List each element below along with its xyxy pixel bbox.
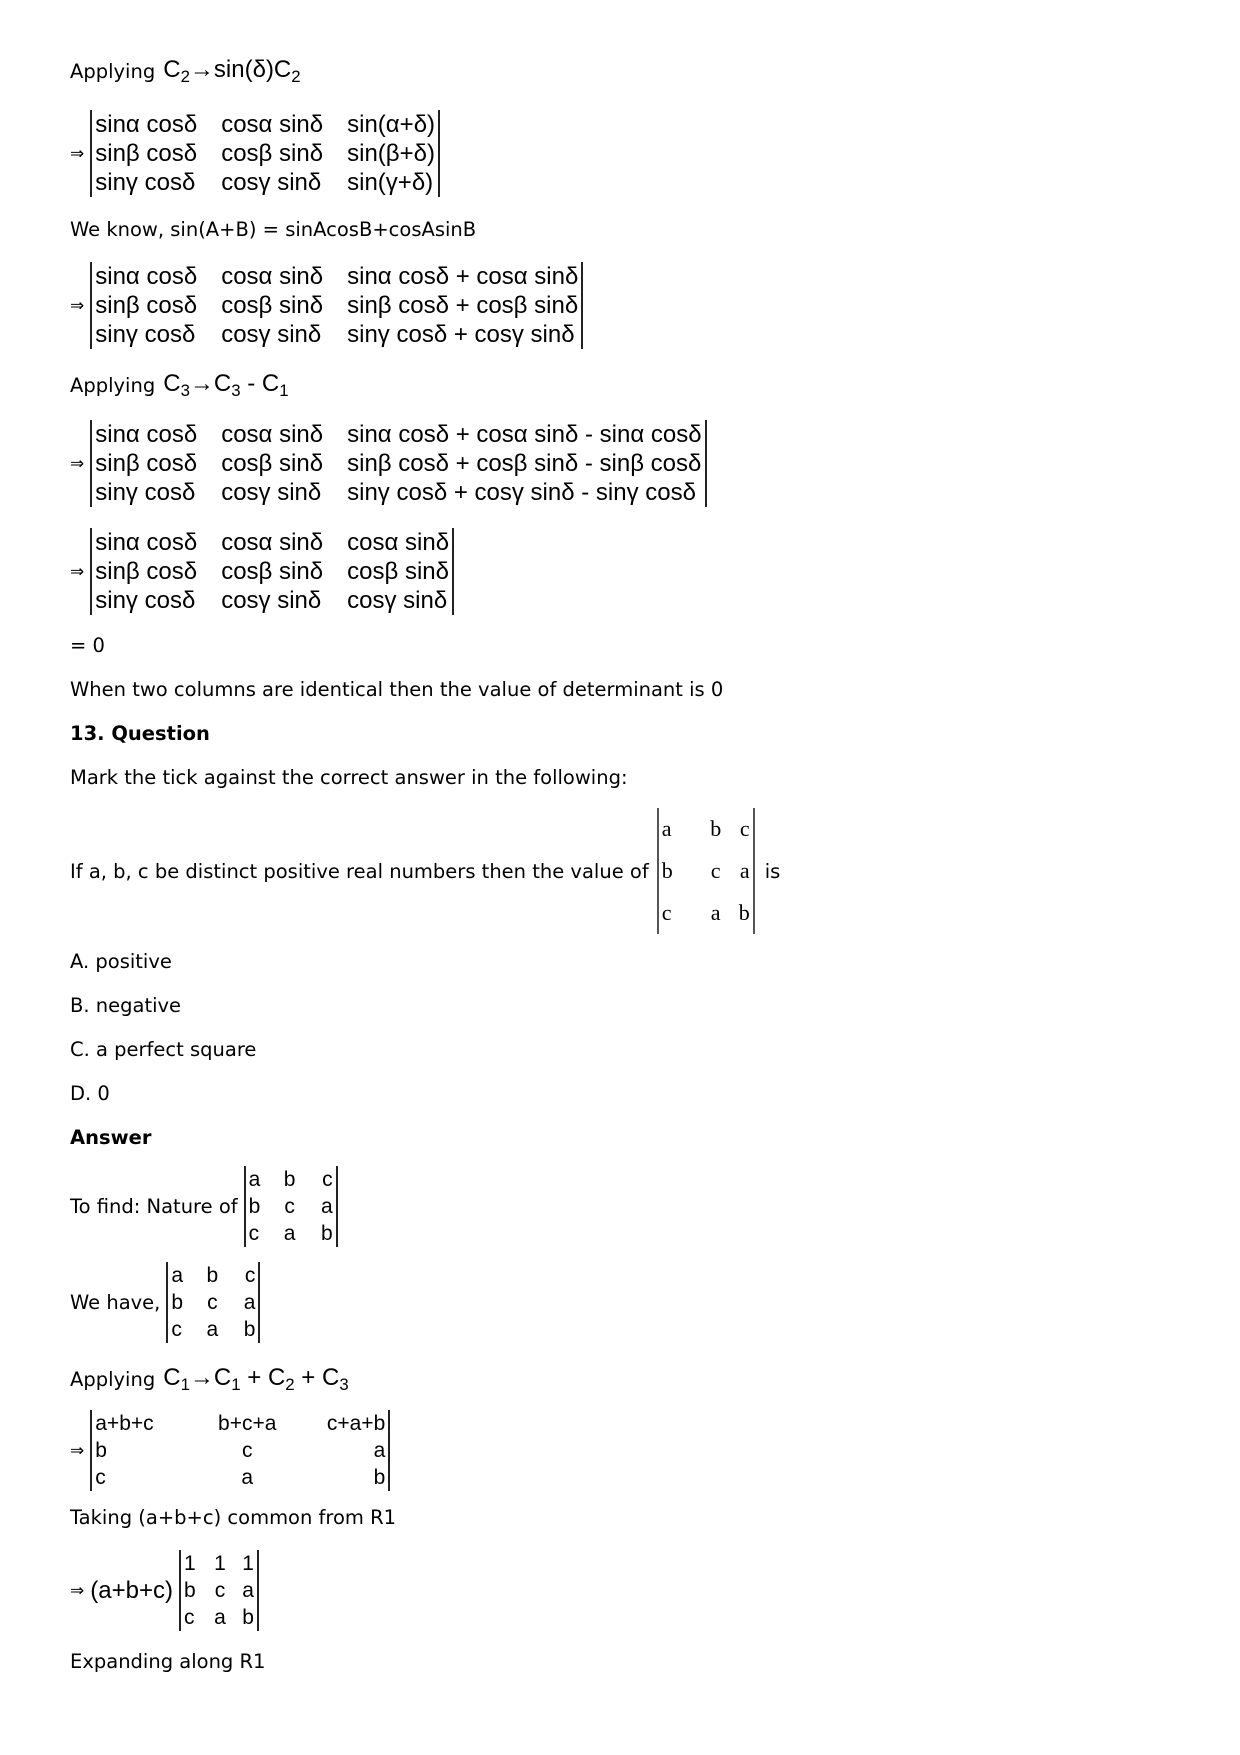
- matrix-cell: b: [206, 1264, 219, 1287]
- matrix-cell: sin(α+δ): [347, 111, 436, 138]
- factored-determinant: [179, 1550, 259, 1631]
- applying-c3-line: [70, 370, 289, 401]
- matrix-cell: sinβ cosδ: [95, 558, 198, 585]
- matrix-cell: a: [710, 900, 721, 925]
- matrix-cell: c: [739, 816, 750, 841]
- matrix-cell: c: [284, 1195, 295, 1218]
- matrix-cell: sinβ cosδ: [95, 292, 198, 319]
- common-factor: (a+b+c): [90, 1576, 173, 1604]
- matrix-cell: b: [171, 1291, 184, 1314]
- matrix-cell: sinγ cosδ + cosγ sinδ: [347, 321, 575, 348]
- matrix-cell: c: [214, 1579, 226, 1602]
- stem-text: If a, b, c be distinct positive real numbers then the value of: [70, 859, 649, 883]
- applying-c2-line: [70, 56, 301, 87]
- question-heading: 13. Question: [70, 722, 210, 745]
- matrix-cell: a: [661, 816, 672, 841]
- matrix-cell: c: [171, 1318, 182, 1341]
- we-have-text: We have,: [70, 1291, 161, 1314]
- equals-zero-text: = 0: [70, 634, 105, 657]
- matrix-cell: cosγ sinδ: [221, 321, 322, 348]
- matrix-cell: c: [248, 1222, 260, 1245]
- matrix-cell: cosγ sinδ: [221, 479, 322, 506]
- implies-arrow: ⇒: [70, 453, 85, 474]
- matrix-cell: cosγ sinδ: [347, 587, 448, 614]
- matrix-cell: c: [95, 1466, 106, 1489]
- column-operation: $C_2\to\sin(\delta)C_2$: [163, 56, 301, 87]
- matrix-cell: b: [242, 1606, 254, 1629]
- matrix-cell: b: [248, 1195, 261, 1218]
- applying-label: Applying: [70, 60, 156, 84]
- matrix-cell: cosα sinδ: [221, 421, 324, 448]
- implies-arrow: ⇒: [70, 1580, 85, 1601]
- matrix-cell: sinα cosδ: [95, 529, 198, 556]
- option-a[interactable]: A. positive: [70, 950, 172, 973]
- matrix-cell: c: [710, 858, 721, 883]
- matrix-cell: cosα sinδ: [347, 529, 450, 556]
- stem-suffix: is: [764, 859, 781, 883]
- to-find-determinant: [244, 1166, 338, 1247]
- implies-arrow: ⇒: [70, 561, 85, 582]
- implies-arrow: ⇒: [70, 143, 85, 164]
- matrix-cell: a: [283, 1222, 296, 1245]
- matrix-cell: a: [206, 1318, 219, 1341]
- determinant-1-row: [70, 110, 440, 197]
- matrix-cell: sinγ cosδ: [95, 479, 196, 506]
- we-have-determinant: [166, 1262, 260, 1343]
- to-find-text: To find: Nature of: [70, 1195, 238, 1218]
- matrix-cell: sinβ cosδ: [95, 450, 198, 477]
- matrix-cell: cosβ sinδ: [221, 450, 324, 477]
- applying-c1-line: [70, 1364, 349, 1395]
- column-operation: $C_3\to C_3 - C_1$: [163, 370, 289, 401]
- matrix-cell: 1: [214, 1552, 226, 1575]
- matrix-cell: c: [244, 1264, 256, 1287]
- to-find-line: [70, 1166, 338, 1247]
- matrix-cell: sinβ cosδ + cosβ sinδ - sinβ cosδ: [347, 450, 702, 477]
- determinant-3-row: [70, 420, 707, 507]
- matrix-cell: a: [243, 1291, 256, 1314]
- option-d[interactable]: D. 0: [70, 1082, 110, 1105]
- matrix-cell: sinα cosδ + cosα sinδ: [347, 263, 579, 290]
- sum-determinant-row: [70, 1410, 390, 1491]
- question-instruction: Mark the tick against the correct answer in the following:: [70, 766, 628, 789]
- matrix-cell: b: [95, 1439, 107, 1462]
- matrix-cell: sin(γ+δ): [347, 169, 434, 196]
- matrix-cell: a: [248, 1168, 261, 1191]
- identical-columns-text: When two columns are identical then the value of determinant is 0: [70, 678, 724, 701]
- matrix-cell: cosγ sinδ: [221, 587, 322, 614]
- matrix-cell: cosβ sinδ: [221, 292, 324, 319]
- matrix-cell: sinγ cosδ: [95, 587, 196, 614]
- matrix-cell: a: [320, 1195, 333, 1218]
- question-stem: [70, 808, 780, 934]
- matrix-cell: sinγ cosδ + cosγ sinδ - sinγ cosδ: [347, 479, 696, 506]
- matrix-cell: b: [243, 1318, 256, 1341]
- matrix-cell: b+c+a: [218, 1412, 277, 1435]
- matrix-cell: 1: [242, 1552, 254, 1575]
- matrix-cell: b: [373, 1466, 386, 1489]
- determinant-2-row: [70, 262, 583, 349]
- matrix-cell: a: [242, 1579, 254, 1602]
- matrix-cell: cosβ sinδ: [347, 558, 449, 585]
- matrix-cell: cosγ sinδ: [221, 169, 322, 196]
- option-c[interactable]: C. a perfect square: [70, 1038, 257, 1061]
- implies-arrow: ⇒: [70, 295, 85, 316]
- matrix-cell: c: [242, 1439, 253, 1462]
- factored-determinant-row: [70, 1550, 259, 1631]
- matrix-cell: b: [320, 1222, 333, 1245]
- matrix-cell: a+b+c: [95, 1412, 154, 1435]
- column-operation: $C_1\to C_1 + C_2 + C_3$: [163, 1364, 349, 1395]
- option-b[interactable]: B. negative: [70, 994, 182, 1017]
- matrix-cell: c: [322, 1168, 333, 1191]
- matrix-cell: b: [183, 1579, 196, 1602]
- matrix-cell: a: [171, 1264, 184, 1287]
- matrix-cell: sinβ cosδ + cosβ sinδ: [347, 292, 579, 319]
- determinant-1: [90, 110, 440, 197]
- matrix-cell: cosα sinδ: [221, 111, 324, 138]
- matrix-cell: sinα cosδ: [95, 263, 198, 290]
- matrix-cell: cosα sinδ: [221, 529, 324, 556]
- determinant-4: [90, 528, 454, 615]
- expanding-text: Expanding along R1: [70, 1650, 266, 1673]
- matrix-cell: sinα cosδ: [95, 421, 198, 448]
- taking-common-text: Taking (a+b+c) common from R1: [70, 1506, 397, 1529]
- question-determinant: [657, 808, 755, 934]
- matrix-cell: a: [214, 1606, 226, 1629]
- matrix-cell: cosβ sinδ: [221, 558, 324, 585]
- matrix-cell: sinγ cosδ: [95, 169, 196, 196]
- matrix-cell: c: [207, 1291, 218, 1314]
- sum-determinant: [90, 1410, 390, 1491]
- determinant-4-row: [70, 528, 454, 615]
- identity-text: We know, sin(A+B) = sinAcosB+cosAsinB: [70, 218, 477, 241]
- matrix-cell: c: [661, 900, 672, 925]
- applying-label: Applying: [70, 374, 156, 398]
- we-have-line: [70, 1262, 260, 1343]
- matrix-cell: sinα cosδ + cosα sinδ - sinα cosδ: [347, 421, 702, 448]
- matrix-cell: c+a+b: [326, 1412, 386, 1435]
- matrix-cell: cosβ sinδ: [221, 140, 324, 167]
- determinant-3: [90, 420, 706, 507]
- determinant-2: [90, 262, 583, 349]
- matrix-cell: b: [738, 900, 750, 925]
- answer-heading: Answer: [70, 1126, 152, 1149]
- matrix-cell: sin(β+δ): [347, 140, 435, 167]
- matrix-cell: 1: [183, 1552, 196, 1575]
- matrix-cell: sinβ cosδ: [95, 140, 198, 167]
- matrix-cell: b: [283, 1168, 296, 1191]
- matrix-cell: a: [373, 1439, 386, 1462]
- implies-arrow: ⇒: [70, 1440, 85, 1461]
- matrix-cell: c: [183, 1606, 195, 1629]
- applying-label: Applying: [70, 1368, 156, 1392]
- matrix-cell: a: [739, 858, 750, 883]
- matrix-cell: sinα cosδ: [95, 111, 198, 138]
- matrix-cell: sinγ cosδ: [95, 321, 196, 348]
- matrix-cell: b: [710, 816, 722, 841]
- matrix-cell: a: [241, 1466, 254, 1489]
- matrix-cell: cosα sinδ: [221, 263, 324, 290]
- matrix-cell: b: [661, 858, 673, 883]
